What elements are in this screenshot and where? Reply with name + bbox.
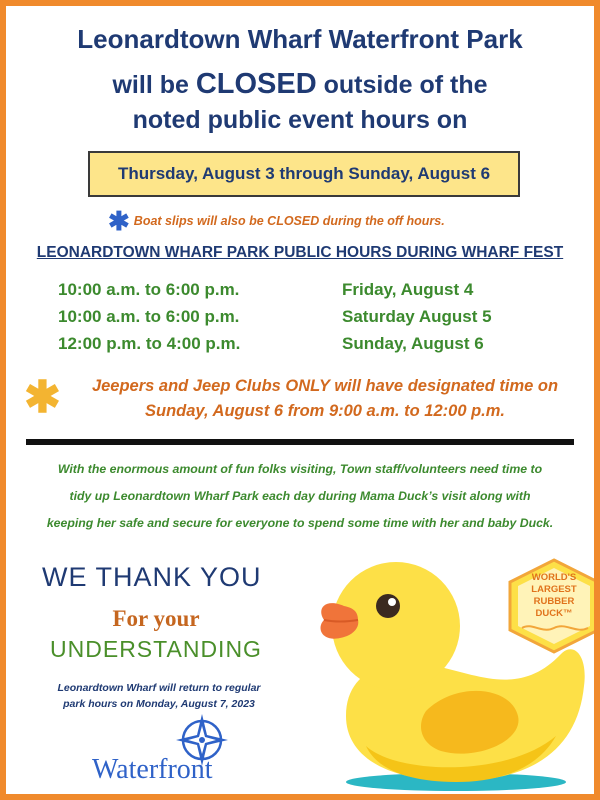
hours-times-column: [58, 276, 240, 357]
closed-word: CLOSED: [195, 68, 317, 100]
park-title: Leonardtown Wharf Waterfront Park: [77, 24, 523, 54]
closed-notice-pre: will be: [112, 71, 196, 99]
hours-day: Sunday, August 6: [342, 334, 484, 353]
badge-line: WORLD'S: [531, 572, 577, 583]
jeep-note-line: Jeepers and Jeep Clubs ONLY will have designated time on: [91, 377, 559, 395]
hours-day: Saturday August 5: [342, 307, 492, 326]
hours-day: Friday, August 4: [342, 280, 474, 299]
return-note-line: Leonardtown Wharf will return to regular: [57, 682, 261, 694]
paragraph-line: With the enormous amount of fun folks visiting, Town staff/volunteers need time to: [57, 462, 543, 476]
badge-text: [506, 572, 600, 620]
jeep-note-line: Sunday, August 6 from 9:00 a.m. to 12:00 p.m.: [144, 402, 506, 420]
paragraph-line: tidy up Leonardtown Wharf Park each day during Mama Duck’s visit along with: [69, 489, 531, 503]
divider-rule: [26, 439, 574, 445]
staff-paragraph: [30, 456, 570, 537]
waterfront-logo-text: Waterfront: [92, 754, 213, 785]
date-range-text: Thursday, August 3 through Sunday, August 6: [117, 164, 491, 183]
badge-line: LARGEST: [531, 584, 577, 595]
we-thank-you: WE THANK YOU: [42, 562, 262, 592]
boat-slips-text: Boat slips will also be CLOSED during the off hours.: [133, 214, 445, 228]
jeep-clubs-note: [66, 374, 584, 424]
hours-time: 10:00 a.m. to 6:00 p.m.: [58, 307, 240, 326]
yellow-asterisk-icon: ✱: [24, 373, 61, 422]
badge-line: DUCK™: [535, 608, 573, 619]
return-note-line: park hours on Monday, August 7, 2023: [63, 698, 255, 710]
hours-time: 10:00 a.m. to 6:00 p.m.: [58, 280, 240, 299]
hours-days-column: [342, 276, 492, 357]
understanding-text: UNDERSTANDING: [50, 636, 262, 662]
badge-line: RUBBER: [533, 596, 575, 607]
closed-notice-line: [6, 68, 594, 101]
event-hours-line: noted public event hours on: [132, 106, 468, 134]
blue-asterisk-icon: ✱: [108, 206, 130, 236]
date-range-box: [88, 151, 520, 197]
paragraph-line: keeping her safe and secure for everyone to spend some time with her and baby Duck.: [46, 516, 554, 530]
return-hours-note: [24, 680, 294, 712]
closed-notice-post: outside of the: [316, 71, 488, 99]
public-hours-heading: LEONARDTOWN WHARF PARK PUBLIC HOURS DURING WHARF FEST: [36, 244, 564, 261]
for-your-text: For your: [112, 606, 200, 631]
boat-slips-note: [108, 208, 445, 234]
hours-time: 12:00 p.m. to 4:00 p.m.: [58, 334, 241, 353]
